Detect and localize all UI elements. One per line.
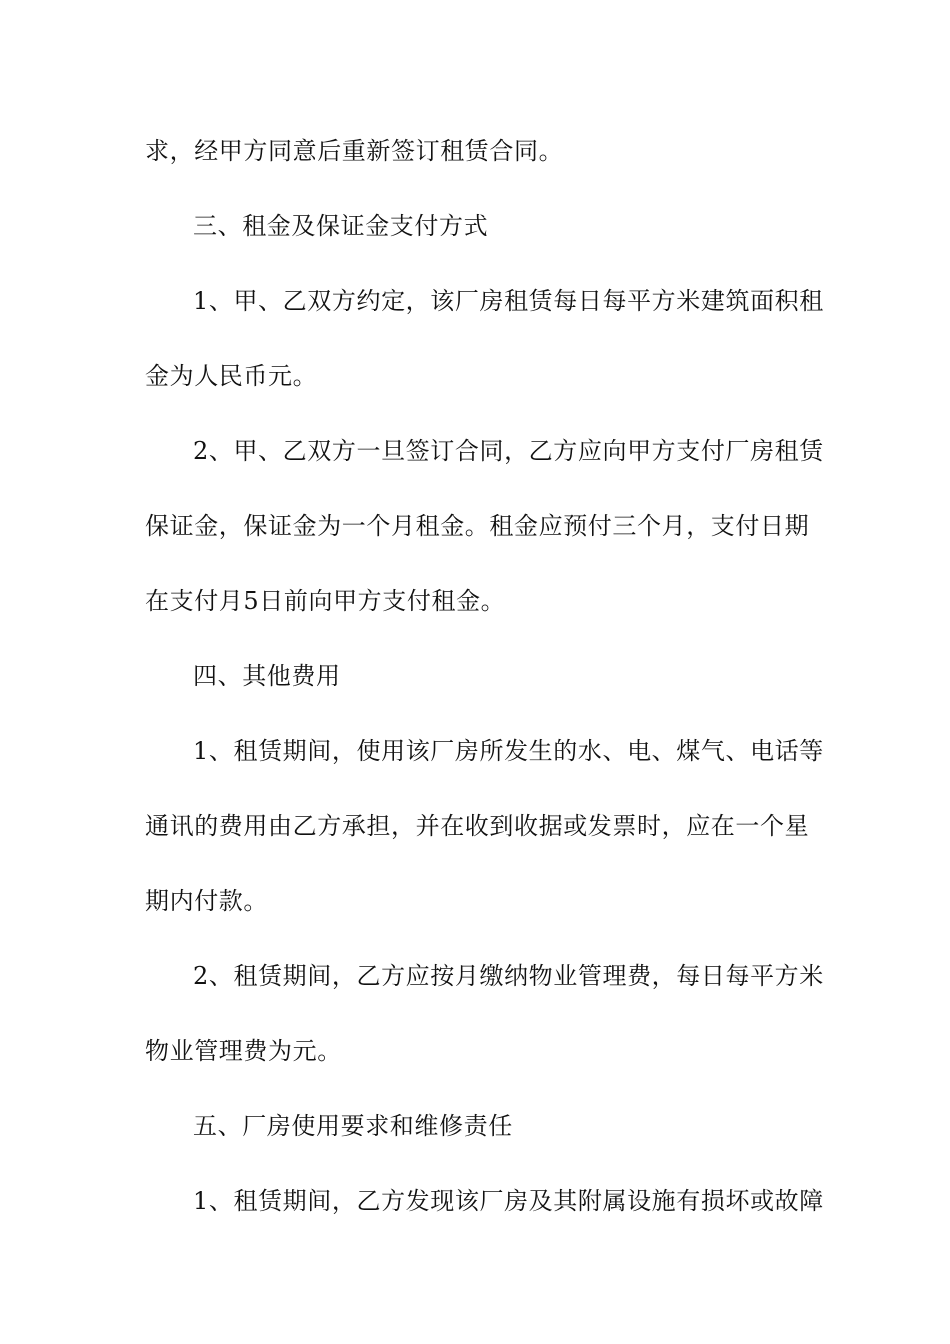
paragraph-line: 1、甲、乙双方约定，该厂房租赁每日每平方米建筑面积租 — [193, 287, 824, 315]
paragraph-line: 物业管理费为元。 — [145, 1037, 342, 1065]
paragraph-line: 2、租赁期间，乙方应按月缴纳物业管理费，每日每平方米 — [193, 962, 824, 990]
section-heading: 五、厂房使用要求和维修责任 — [193, 1112, 513, 1140]
paragraph-line: 在支付月5日前向甲方支付租金。 — [145, 587, 506, 615]
paragraph-line: 金为人民币元。 — [145, 362, 318, 390]
paragraph-line: 求，经甲方同意后重新签订租赁合同。 — [145, 137, 564, 165]
paragraph-line: 通讯的费用由乙方承担，并在收到收据或发票时，应在一个星 — [145, 812, 810, 840]
paragraph-line: 2、甲、乙双方一旦签订合同，乙方应向甲方支付厂房租赁 — [193, 437, 824, 465]
paragraph-line: 1、租赁期间，乙方发现该厂房及其附属设施有损坏或故障 — [193, 1187, 824, 1215]
paragraph-line: 1、租赁期间，使用该厂房所发生的水、电、煤气、电话等 — [193, 737, 824, 765]
section-heading: 四、其他费用 — [193, 662, 341, 690]
section-heading: 三、租金及保证金支付方式 — [193, 212, 489, 240]
paragraph-line: 保证金，保证金为一个月租金。租金应预付三个月，支付日期 — [145, 512, 810, 540]
paragraph-line: 期内付款。 — [145, 887, 268, 915]
